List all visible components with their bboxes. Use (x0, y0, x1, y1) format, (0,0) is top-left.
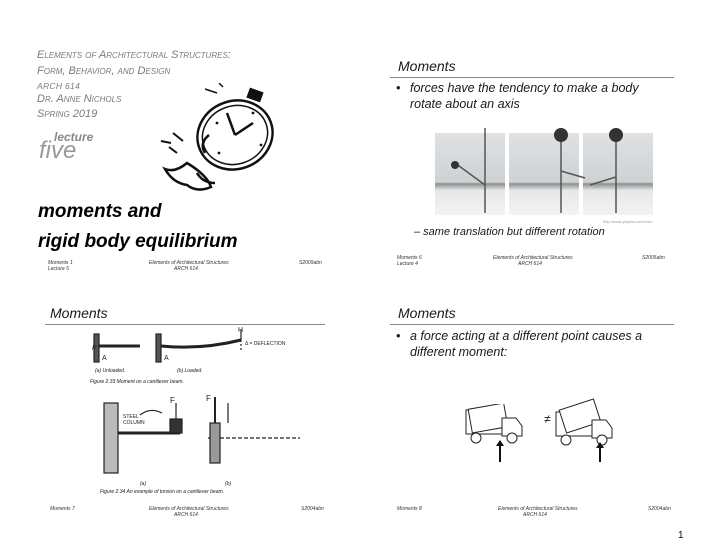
slide-1 (37, 45, 357, 275)
footer-left: Moments 8 (397, 506, 422, 512)
bullet-dot: • (396, 81, 401, 95)
svg-text:H: H (238, 327, 244, 334)
subpoint-text: – same translation but different rotation (414, 226, 605, 238)
svg-text:A: A (102, 355, 107, 362)
photo-credit: http://www.physics.umd.edu (603, 219, 653, 224)
svg-text:P: P (92, 345, 97, 352)
footer-left: Moments 7 (50, 506, 75, 512)
bullet-text: forces have the tendency to make a body rotate about an axis (410, 81, 639, 111)
footer-right: S2005abn (642, 255, 665, 261)
steel-column-label: STEEL COLUMN (123, 414, 145, 426)
footer-left2: Lecture 4 (397, 261, 418, 267)
footer-right: S2004abn (648, 506, 671, 512)
footer-center: Elements of Architectural Structures (149, 506, 229, 512)
term: Spring 2019 (37, 108, 98, 120)
lecture-heading-line1: moments and (38, 201, 162, 222)
title-rule (390, 77, 674, 78)
slide-title: Moments (398, 305, 456, 321)
lecture-number: five (39, 137, 77, 164)
footer-left2: Lecture 5 (48, 266, 69, 272)
caption-a: (a) Unloaded. (95, 368, 126, 374)
cantilever-moment-figure (90, 326, 290, 386)
stopwatch-illustration (157, 83, 287, 213)
title-rule (390, 324, 674, 325)
sub-b-label: (b) (225, 481, 232, 487)
pendulum-photos-overlay (435, 123, 653, 218)
footer-center: Elements of Architectural Structures (498, 506, 578, 512)
not-equal-sign: ≠ (544, 412, 551, 426)
deflection-label: Δ = DEFLECTION (245, 341, 286, 347)
footer-center2: ARCH 614 (518, 261, 542, 267)
course-number: ARCH 614 (37, 81, 81, 91)
svg-text:A: A (164, 355, 169, 362)
page-number: 1 (678, 530, 684, 541)
footer-left: Moments 6 (397, 255, 422, 261)
bullet-dot: • (396, 329, 401, 343)
lecture-label: lecture (54, 130, 94, 144)
footer-center: Elements of Architectural Structures (149, 260, 229, 266)
slide-title: Moments (50, 305, 108, 321)
footer-right: S2004abn (301, 506, 324, 512)
footer-center2: ARCH 614 (174, 266, 198, 272)
slide-2 (390, 45, 710, 275)
footer-left: Moments 1 (48, 260, 73, 266)
footer-center2: ARCH 614 (523, 512, 547, 518)
course-title-line2: Form, Behavior, and Design (37, 65, 171, 77)
figure-234-caption: Figure 2.34 An example of torsion on a cantilever beam. (100, 489, 225, 495)
footer-center2: ARCH 614 (174, 512, 198, 518)
slide-title: Moments (398, 58, 456, 74)
svg-text:F: F (206, 394, 211, 403)
course-title-line1: Elements of Architectural Structures: (37, 49, 231, 61)
torsion-figure (100, 393, 300, 485)
footer-right: S2009abn (299, 260, 322, 266)
footer-center: Elements of Architectural Structures (493, 255, 573, 261)
figure-233-caption: Figure 2.33 Moment on a cantilever beam. (90, 379, 184, 385)
svg-text:F: F (170, 396, 175, 405)
bullet-text: a force acting at a different point causes a different moment: (410, 329, 643, 359)
truck-diagram-right (550, 398, 625, 464)
instructor-name: Dr. Anne Nichols (37, 93, 122, 105)
caption-b: (b) Loaded. (177, 368, 203, 374)
slide-4 (390, 296, 710, 526)
title-rule (45, 324, 325, 325)
slide-3 (45, 296, 365, 526)
truck-diagram-left (460, 404, 535, 464)
lecture-heading-line2: rigid body equilibrium (38, 231, 238, 252)
sub-a-label: (a) (140, 481, 147, 487)
